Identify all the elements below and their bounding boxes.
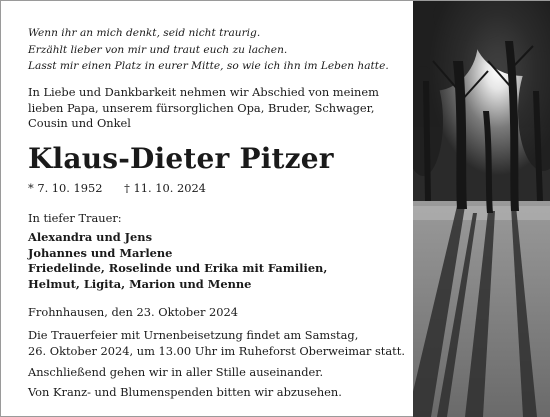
mourner-entry: Alexandra und Jens — [28, 230, 153, 244]
memorial-poem — [28, 25, 413, 75]
forest-trees-sunlight-photo — [413, 1, 550, 417]
death-date: † 11. 10. 2024 — [124, 181, 206, 195]
poem-line: Wenn ihr an mich denkt, seid nicht traurig. — [28, 27, 261, 39]
birth-date: * 7. 10. 1952 — [28, 181, 103, 195]
place-and-date: Frohnhausen, den 23. Oktober 2024 — [28, 305, 238, 319]
intro-line: Cousin und Onkel — [28, 116, 131, 131]
closing-notes — [28, 362, 342, 402]
mourner-entry: Friedelinde, Roselinde und Erika mit Familien, — [28, 261, 328, 276]
ceremony-line: 26. Oktober 2024, um 13.00 Uhr im Ruheforst Oberweimar statt. — [28, 343, 405, 358]
life-dates — [28, 181, 206, 195]
closing-line: Von Kranz- und Blumenspenden bitten wir abzusehen. — [28, 385, 342, 399]
ceremony-info — [28, 328, 405, 359]
intro-line: In Liebe und Dankbarkeit nehmen wir Abschied von meinem — [28, 85, 379, 99]
mourner-entry: Helmut, Ligita, Marion und Menne — [28, 276, 252, 291]
poem-line: Lasst mir einen Platz in eurer Mitte, so wie ich ihn im Leben hatte. — [28, 60, 389, 73]
mourning-label: In tiefer Trauer: — [28, 211, 122, 225]
mourner-list — [28, 230, 327, 292]
intro-line: lieben Papa, unserem fürsorglichen Opa, Bruder, Schwager, — [28, 100, 375, 115]
ceremony-line: Die Trauerfeier mit Urnenbeisetzung findet am Samstag, — [28, 328, 359, 342]
intro-text — [28, 85, 379, 132]
poem-line: Erzählt lieber von mir und traut euch zu lachen. — [28, 43, 288, 56]
mourner-entry: Johannes und Marlene — [28, 245, 173, 260]
closing-line: Anschließend gehen wir in aller Stille auseinander. — [28, 365, 324, 379]
deceased-name: Klaus-Dieter Pitzer — [28, 142, 334, 175]
